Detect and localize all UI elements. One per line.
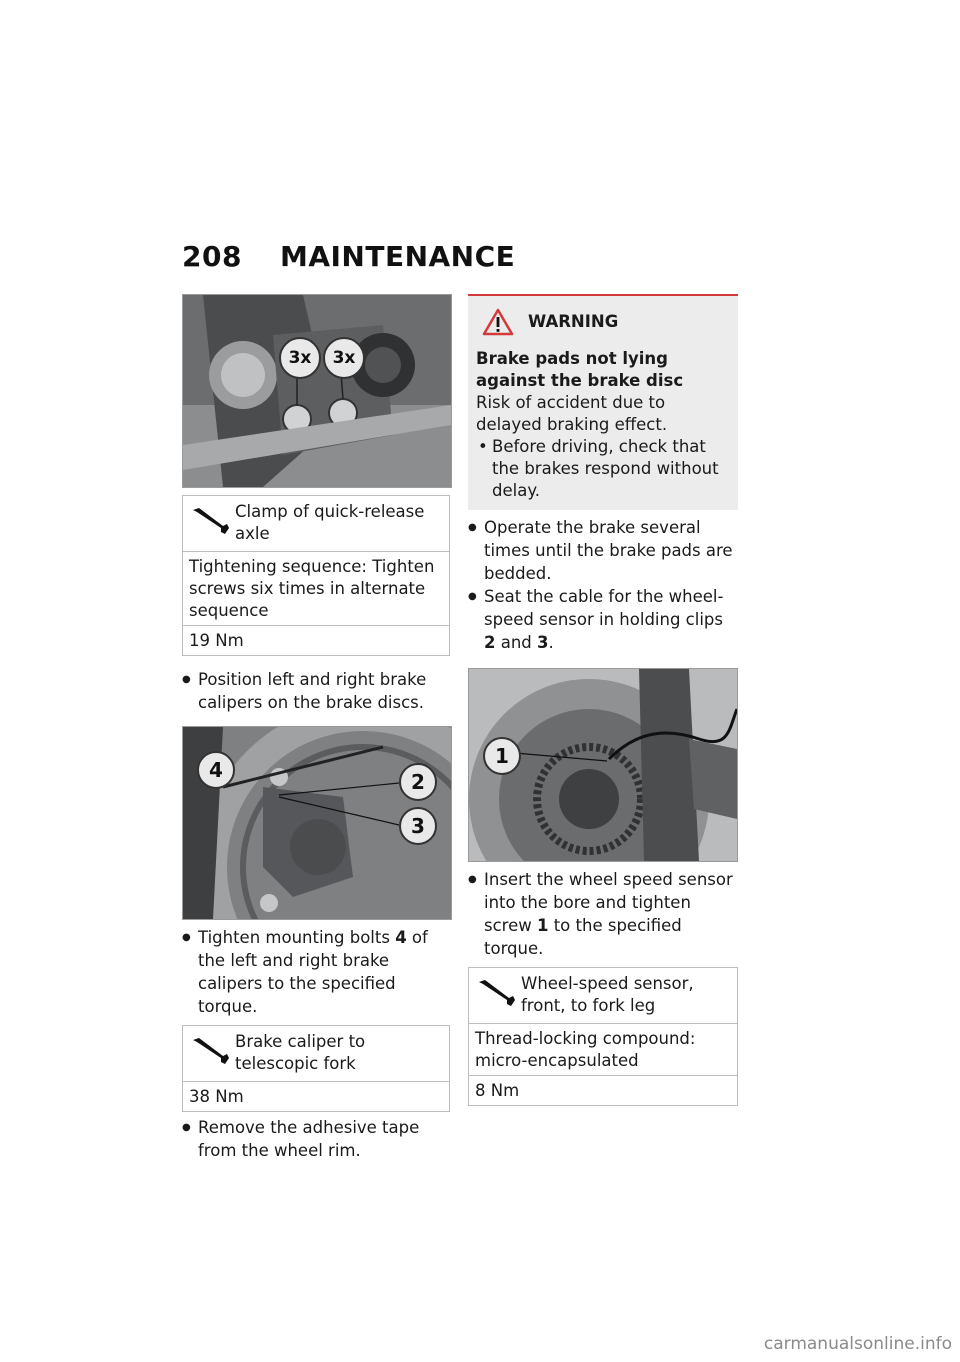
callout-3x-left: 3x (279, 337, 321, 379)
instruction-insert-sensor (468, 868, 738, 960)
right-column (468, 294, 738, 1106)
wrench-icon (475, 972, 521, 1016)
spec-row-torque: 19 Nm (189, 631, 244, 650)
warning-triangle-icon (482, 308, 514, 336)
wrench-icon (189, 1030, 235, 1074)
callout-1: 1 (483, 737, 521, 775)
warning-title-row (476, 308, 728, 336)
spec-table-axle-clamp (182, 495, 450, 656)
text-segment: of the left and right brake calipers to the specified torque. (198, 928, 428, 1016)
spec-table-caliper (182, 1025, 450, 1112)
text-segment: Seat the cable for the wheel-speed sensor in holding clips (484, 587, 724, 629)
page-header (182, 240, 515, 273)
spec-row: Thread-locking compound: micro-encapsulated (469, 1024, 737, 1076)
ref-3: 3 (537, 633, 549, 652)
warning-title: WARNING (528, 312, 619, 331)
instruction-position-calipers: ● Position left and right brake calipers on the brake discs. (182, 668, 450, 714)
text-segment: . (548, 633, 554, 652)
spec-title: Wheel-speed sensor, front, to fork leg (521, 974, 694, 1015)
warning-instruction: • Before driving, check that the brakes respond without delay. (476, 436, 728, 502)
photo-wheel-speed-sensor (468, 668, 738, 862)
warning-text: Risk of accident due to delayed braking effect. (476, 393, 668, 434)
spec-header (183, 1026, 449, 1082)
section-title: MAINTENANCE (279, 240, 516, 273)
text-segment: Insert the wheel speed sensor into the bore and tighten screw (484, 870, 733, 935)
warning-box (468, 294, 738, 510)
instruction-seat-cable (468, 585, 738, 654)
spec-title: Clamp of quick-release axle (235, 502, 425, 543)
ref-4: 4 (395, 928, 407, 947)
watermark: carmanualsonline.info (763, 1334, 952, 1354)
text-segment: and (495, 633, 538, 652)
instruction-tighten-bolts (182, 926, 450, 1018)
instruction-remove-tape: ● Remove the adhesive tape from the wheel rim. (182, 1116, 450, 1162)
left-column (182, 294, 450, 1162)
callout-4: 4 (197, 751, 235, 789)
spec-header (183, 496, 449, 552)
instruction-operate-brake: ● Operate the brake several times until the brake pads are bedded. (468, 516, 738, 585)
photo-axle-clamp (182, 294, 452, 488)
photo-brake-caliper (182, 726, 452, 920)
ref-2: 2 (484, 633, 496, 652)
warning-heading: Brake pads not lying against the brake disc (476, 349, 684, 390)
text-segment: Tighten mounting bolts (198, 928, 396, 947)
callout-3: 3 (399, 807, 437, 845)
callout-3x-right: 3x (323, 337, 365, 379)
spec-row: Tightening sequence: Tighten screws six times in alternate sequence (183, 552, 449, 626)
spec-header (469, 968, 737, 1024)
spec-title: Brake caliper to telescopic fork (235, 1032, 366, 1073)
spec-table-wheel-sensor (468, 967, 738, 1106)
ref-1: 1 (536, 916, 549, 935)
callout-2: 2 (399, 763, 437, 801)
spec-row-torque: 38 Nm (189, 1087, 244, 1106)
text-segment: to the specified torque. (484, 916, 682, 958)
spec-row-torque: 8 Nm (475, 1081, 520, 1100)
wrench-icon (189, 500, 235, 544)
axle-clamp-illustration (183, 295, 451, 487)
page-number: 208 (182, 240, 242, 273)
